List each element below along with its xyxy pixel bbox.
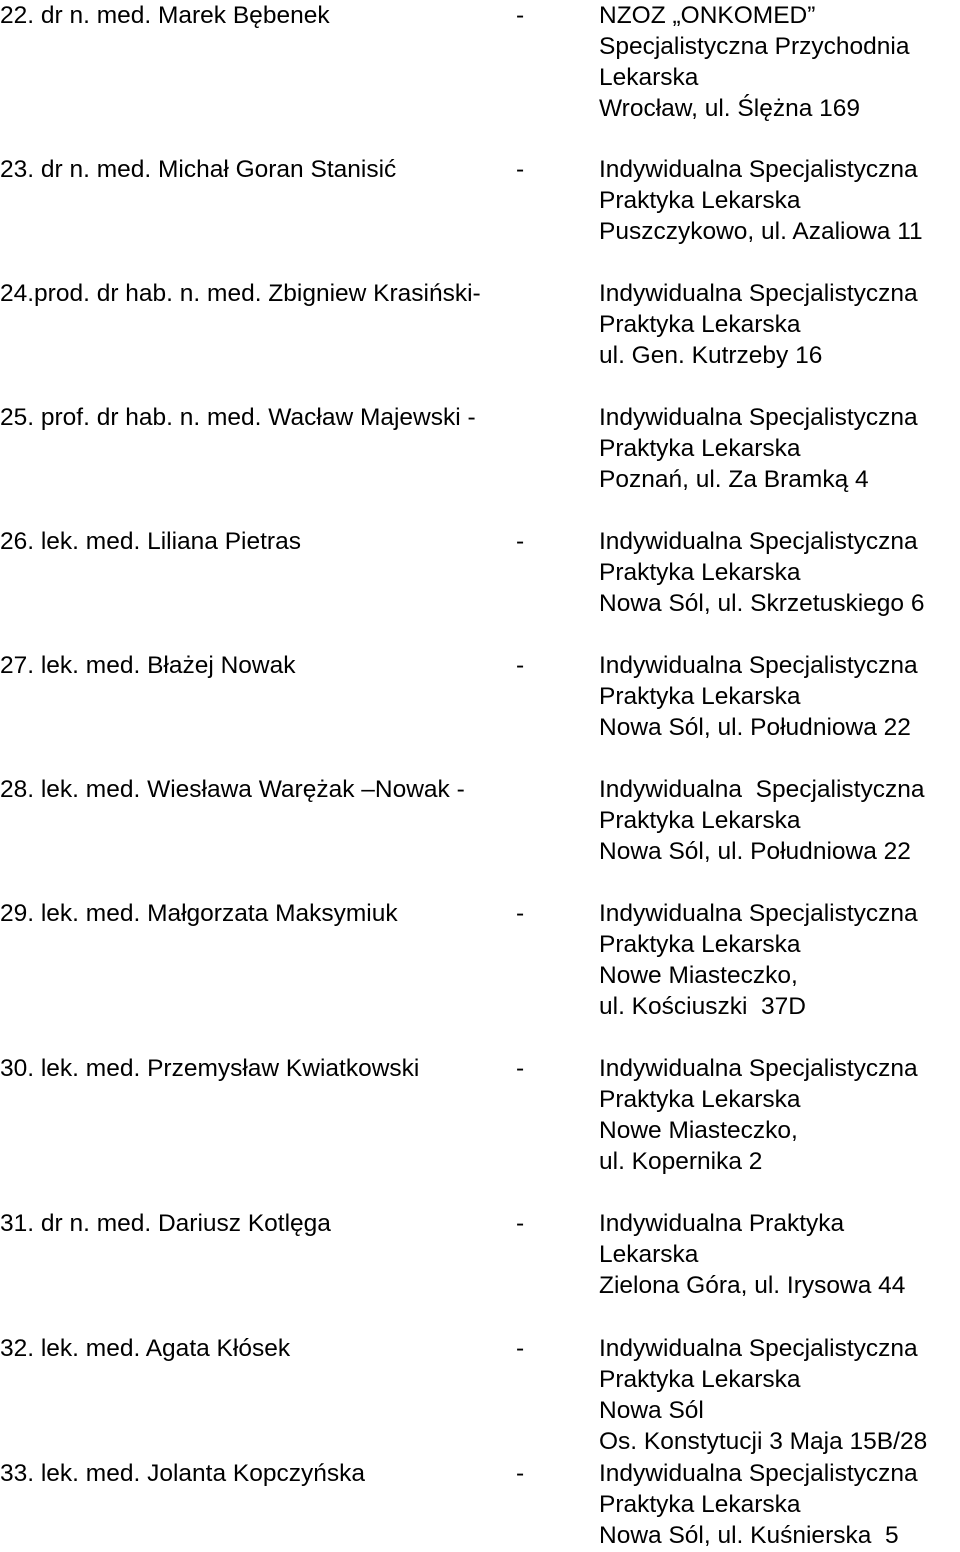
practice-line: Nowa Sól, ul. Południowa 22 (599, 838, 911, 865)
practice-details (599, 402, 918, 495)
practice-line: Lekarska (599, 64, 699, 91)
practice-line: ul. Kościuszki 37D (599, 993, 806, 1020)
doctor-name: 32. lek. med. Agata Kłósek (0, 1335, 291, 1362)
practice-line: Praktyka Lekarska (599, 187, 801, 214)
separator-dash: - (516, 156, 525, 183)
practice-line: ul. Kopernika 2 (599, 1148, 763, 1175)
practice-line: Indywidualna Specjalistyczna (599, 528, 918, 555)
practice-line: Specjalistyczna Przychodnia (599, 33, 910, 60)
doctor-name: 25. prof. dr hab. n. med. Wacław Majewski - (0, 404, 476, 431)
practice-line: Praktyka Lekarska (599, 311, 801, 338)
practice-line: Lekarska (599, 1241, 699, 1268)
practice-details (599, 278, 918, 371)
practice-line: Wrocław, ul. Ślężna 169 (599, 95, 861, 122)
separator-dash: - (516, 528, 525, 555)
separator-dash: - (516, 1335, 525, 1362)
practice-line: Os. Konstytucji 3 Maja 15B/28 (599, 1428, 928, 1455)
doctor-name: 30. lek. med. Przemysław Kwiatkowski (0, 1055, 420, 1082)
practice-line: Puszczykowo, ul. Azaliowa 11 (599, 218, 923, 245)
practice-line: Praktyka Lekarska (599, 1366, 801, 1393)
practice-details (599, 0, 910, 124)
practice-line: Zielona Góra, ul. Irysowa 44 (599, 1272, 906, 1299)
doctor-name: 28. lek. med. Wiesława Warężak –Nowak - (0, 776, 465, 803)
practice-line: Nowa Sól (599, 1397, 704, 1424)
doctor-name: 23. dr n. med. Michał Goran Stanisić (0, 156, 397, 183)
separator-dash: - (516, 1055, 525, 1082)
practice-line: Nowe Miasteczko, (599, 962, 798, 989)
practice-line: Nowe Miasteczko, (599, 1117, 798, 1144)
practice-details (599, 526, 924, 619)
practice-line: Indywidualna Specjalistyczna (599, 652, 918, 679)
practice-line: Indywidualna Specjalistyczna (599, 1460, 918, 1487)
practice-line: Indywidualna Specjalistyczna (599, 280, 918, 307)
practice-line: Indywidualna Praktyka (599, 1210, 845, 1237)
practice-details (599, 1208, 905, 1301)
separator-dash: - (516, 2, 525, 29)
practice-line: Praktyka Lekarska (599, 931, 801, 958)
practice-details (599, 1333, 927, 1457)
doctor-name: 22. dr n. med. Marek Bębenek (0, 2, 330, 29)
practice-line: Indywidualna Specjalistyczna (599, 1055, 918, 1082)
practice-details (599, 154, 923, 247)
practice-line: Nowa Sól, ul. Skrzetuskiego 6 (599, 590, 925, 617)
practice-line: NZOZ „ONKOMED” (599, 2, 816, 29)
practice-details (599, 898, 918, 1022)
separator-dash: - (516, 1460, 525, 1487)
doctor-name: 33. lek. med. Jolanta Kopczyńska (0, 1460, 365, 1487)
separator-dash: - (516, 900, 525, 927)
practice-line: Praktyka Lekarska (599, 435, 801, 462)
practice-line: ul. Gen. Kutrzeby 16 (599, 342, 823, 369)
practice-line: Praktyka Lekarska (599, 683, 801, 710)
doctor-name: 29. lek. med. Małgorzata Maksymiuk (0, 900, 398, 927)
practice-line: Indywidualna Specjalistyczna (599, 900, 918, 927)
practice-details (599, 1458, 918, 1551)
doctor-name: 24.prod. dr hab. n. med. Zbigniew Krasiński- (0, 280, 481, 307)
practice-line: Praktyka Lekarska (599, 1491, 801, 1518)
practice-line: Nowa Sól, ul. Kuśnierska 5 (599, 1522, 899, 1549)
practice-line: Indywidualna Specjalistyczna (599, 404, 918, 431)
separator-dash: - (516, 1210, 525, 1237)
practice-line: Praktyka Lekarska (599, 1086, 801, 1113)
practice-line: Nowa Sól, ul. Południowa 22 (599, 714, 911, 741)
doctor-name: 27. lek. med. Błażej Nowak (0, 652, 296, 679)
separator-dash: - (516, 652, 525, 679)
practice-details (599, 650, 918, 743)
practice-line: Indywidualna Specjalistyczna (599, 776, 925, 803)
practice-line: Praktyka Lekarska (599, 807, 801, 834)
practice-line: Poznań, ul. Za Bramką 4 (599, 466, 869, 493)
practice-details (599, 774, 925, 867)
practice-line: Praktyka Lekarska (599, 559, 801, 586)
doctor-name: 31. dr n. med. Dariusz Kotlęga (0, 1210, 331, 1237)
doctor-name: 26. lek. med. Liliana Pietras (0, 528, 301, 555)
practice-line: Indywidualna Specjalistyczna (599, 156, 918, 183)
practice-line: Indywidualna Specjalistyczna (599, 1335, 918, 1362)
practice-details (599, 1053, 918, 1177)
